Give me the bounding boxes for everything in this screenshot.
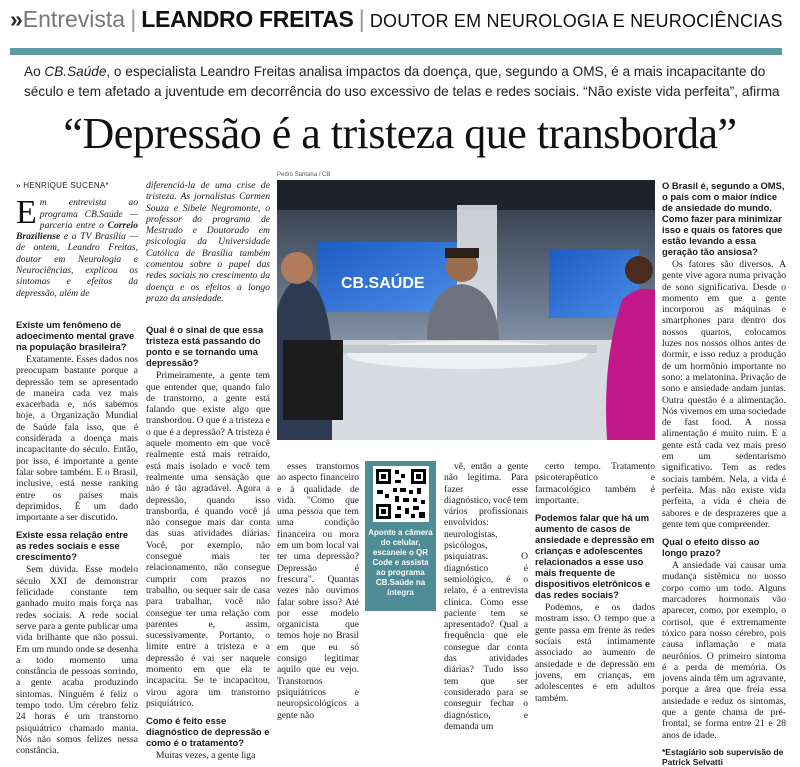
headline: “Depressão é a tristeza que transborda” <box>63 109 737 158</box>
question-4: Como é feito esse diagnóstico de depressão e como é o tratamento? <box>146 715 270 749</box>
studio-photo <box>277 180 655 440</box>
header-separator-2: | <box>358 6 365 33</box>
header-separator: | <box>130 6 137 33</box>
answer-2: Sem dúvida. Esse modelo século XXI de demonstrar felicidade constante tem ganhado muito mais força nas redes sociais. A rede social serve para a gente publicar uma vida brilhante que não possui. Em um mundo onde se desenha a todo momento uma constância de pessoas sorrindo, a gente acaba produzindo sintomas. Ninguém é feliz o tempo todo. Um cérebro feliz 24 horas é um transtorno psiquiátrico chamado mania. Nós não somos felizes nessa constância. <box>16 564 138 757</box>
question-1: Existe um fenômeno de adoecimento mental grave na população brasileira? <box>16 318 135 352</box>
answer-1: Exatamente. Esses dados nos preocupam bastante porque a depressão tem se apresentado de maneira cada vez mais exacerbada e, nós sabemos hoje, a Organização Mundial de Saúde fala isso, que é considerada a doença mais incapacitante do século. Então, por isso, é importante a gente falar sobre também. E o Brasil, inclusive, está nesse ranking entre os países mais deprimidos. É um dado importante a ser discutido. <box>16 353 138 524</box>
question-3: Qual é o sinal de que essa tristeza está passando do ponto e se tornando uma depressão? <box>146 324 264 369</box>
header-rule <box>10 48 782 55</box>
question-2: Existe essa relação entre as redes sociais e esse crescimento? <box>16 529 129 563</box>
header-arrow: » <box>10 6 23 32</box>
qr-callout <box>365 461 436 611</box>
header-line <box>10 6 790 34</box>
qr-instructions: Aponte a câmera do celular, escaneie o QR Code e assista ao programa CB.Saúde na íntegra <box>368 528 433 597</box>
interviewee-title: DOUTOR EM NEUROLOGIA E NEUROCIÊNCIAS <box>369 11 783 31</box>
column-3 <box>277 461 359 721</box>
intro-continuation: diferenciá-la de uma crise de tristeza. As jornalistas Carmen Souza e Sibele Negromonte, o professor do programa de Mestrado e Doutorado em psicologia da Universidade Católica de Brasília também comentou sobre o papel das redes sociais no crescimento da doença e os efeitos a longo prazo da ansiedade. <box>146 180 270 304</box>
lede-prefix: Ao <box>24 64 45 79</box>
studio-photo-illustration <box>277 180 655 440</box>
answer-5: Podemos, e os dados mostram isso. O tempo que a gente passa em frente às redes sociais está intimamente associado ao aumento de ansiedade e de depressão em jovens, em crianças, em adolescentes e em adultos também. <box>535 602 655 704</box>
intro-brand: Correio Braziliense <box>16 219 138 243</box>
qr-code[interactable] <box>373 466 429 522</box>
column-4 <box>444 461 528 732</box>
column-5 <box>535 461 655 704</box>
interviewee-name: LEANDRO FREITAS <box>141 6 354 32</box>
answer-6: Os fatores são diversos. A gente vive agora numa privação de sono significativa. Desde o momento em que a gente incorporou as máquinas e smartphones para dentro dos nossos quartos, colocamos luzes nos nossos olhos antes de dormir, e isso reduz a produção de um hormônio importante no sono: a melatonina. Privação de sono e ansiedade andam juntas. Outra questão é a alimentação. Nós vivemos em uma sociedade de fast food. A nossa alimentação é muito ruim. E a gente está cada vez mais preso em um sedentarismo significativo. Tem as redes sociais também. Nela, a vida é perfeita. Mas não existe vida perfeita, a vida é cheia de sabores e de desprazeres que a gente tem que compreender. <box>662 259 786 530</box>
page-header <box>10 6 790 44</box>
lede <box>24 62 784 102</box>
answer-4-start: Muitas vezes, a gente liga <box>156 750 256 762</box>
answer-4-continued: esses transtornos ao aspecto financeiro e à qualidade de vida. "Como que uma pessoa que tem uma condição financeira ou mora em um bom local vai ter uma depressão? Depressão é frescura". Quantas vezes não ouvimos falar sobre isso? Até por esse modelo organicista que temos hoje no Brasil em que eu só consigo legitimar aquilo que eu vejo. Transtornos psiquiátricos e neuropsicológicos a gente não <box>277 461 359 721</box>
qr-pattern <box>373 466 429 522</box>
intro-text-a: m entrevista ao programa CB.Saúde — parceria entre o <box>39 197 138 231</box>
answer-3: Primeiramente, a gente tem que entender que, quando falo de transtorno, a gente está falando que existe algo que transbordou. O que é a tristeza e o que é a depressão? A tristeza é aquele momento em que você realmente está mais retraído, está mais isolado e você tem realmente uma sensação que não é tão agradável. Agora a depressão, quando isso transborda, é quando você já não consegue mais dar conta das suas atividades diárias. Você, por exemplo, não consegue mais ter relacionamento, não consegue cumprir com prazos no trabalho, ou sequer sair de casa para trabalhar, você não consegue ter uma relação com parentes e, assim, sucessivamente. Portanto, o limite entre a tristeza e a depressão é vai ser naquele momento em que ela te incapacita. Se te incapacitou, virou agora um transtorno psiquiátrico. <box>146 370 270 709</box>
lede-text: , o especialista Leandro Freitas analisa impactos da doença, que, segundo a OMS, é a mais incapacitante do século e tem afetado a juventude em decorrência do uso excessivo de telas e redes sociais. “Não existe vida perfeita”, afirma <box>24 64 780 99</box>
photo-credit: Pedro Santana / CB <box>277 172 331 178</box>
footnote: *Estagiário sob supervisão de Patrick Selvatti <box>662 746 784 767</box>
answer-7: A ansiedade vai causar uma mudança sistêmica no nosso corpo como um todo. Alguns marcadores hormonais vão aparecer, como, por exemplo, o cortisol, que é extremamente tóxico para nosso cérebro, pois causa inflamação e mata neurônios. O primeiro sintoma é a perda de memória. Os jovens ainda têm um agravante, porque a área que freia essa ansiedade e reduz os sintomas, que a gente chama de pré-frontal, se forma entre 21 e 28 anos de idade. <box>662 560 786 741</box>
question-6: O Brasil é, segundo a OMS, o país com o maior índice de ansiedade do mundo. Como fazer para minimizar isso e quais os fatores que estão levando a essa geração tão ansiosa? <box>662 180 785 257</box>
question-5: Podemos falar que há um aumento de casos de ansiedade e depressão em crianças e adolescentes relacionados a esse uso mais frequente de dispositivos eletrônicos e das redes sociais? <box>535 512 655 601</box>
answer-4-continued-2: vê, então a gente não legitima. Para fazer esse diagnóstico, você tem vários profissionais envolvidos: neurologistas, psicólogos, psiquiatras. O diagnóstico é semiológico, é o relato, é a entrevista clínica. Como esse paciente tem se apresentado? Qual a frequência que ele consegue dar conta das atividades diárias? Tudo isso tem que ser considerado para se conseguir fechar o diagnóstico, e demanda um <box>444 461 528 732</box>
column-2 <box>146 180 270 761</box>
dropcap: E <box>16 194 37 232</box>
answer-4-end: certo tempo. Tratamento psicoterapêutico e farmacológico também é importante. <box>535 461 655 506</box>
screen-sign: CB.SAÚDE <box>341 275 425 292</box>
lede-brand: CB.Saúde <box>44 64 107 79</box>
section-label: Entrevista <box>22 6 126 32</box>
intro-text-c: e a TV Brasília — de ontem, Leandro Freitas, doutor em Neurologia e Neurociências, explicou os sintomas e efeitos da depressão, além de <box>16 231 138 299</box>
intro-paragraph <box>16 194 138 299</box>
question-7: Qual o efeito disso ao longo prazo? <box>662 536 760 559</box>
byline: » HENRIQUE SUCENA* <box>16 181 109 190</box>
column-6 <box>662 180 786 767</box>
column-1 <box>16 180 138 756</box>
